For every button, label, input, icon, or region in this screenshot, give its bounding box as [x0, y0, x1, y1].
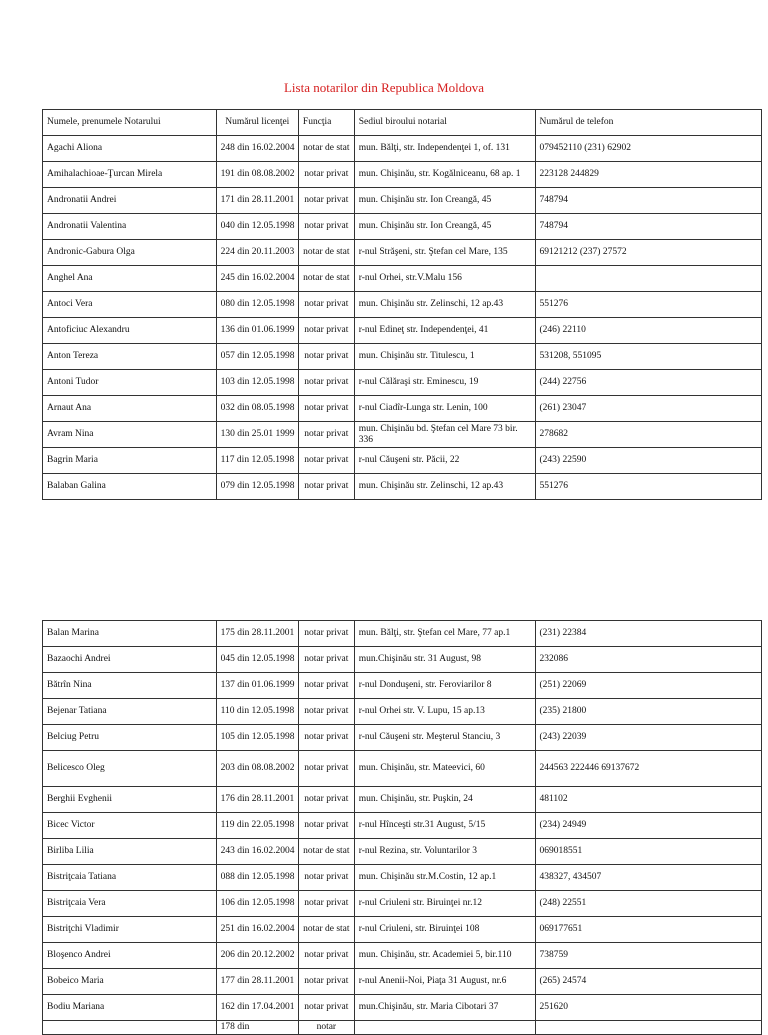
phone-cell: 481102 — [535, 787, 762, 813]
office-cell: r-nul Călăraşi str. Eminescu, 19 — [354, 370, 535, 396]
function-cell: notar privat — [298, 621, 354, 647]
license-cell: 079 din 12.05.1998 — [216, 474, 298, 500]
notaries-table-2 — [42, 620, 762, 1035]
office-cell: r-nul Hînceşti str.31 August, 5/15 — [354, 813, 535, 839]
table-row — [43, 188, 762, 214]
office-cell: r-nul Criuleni str. Biruinţei nr.12 — [354, 891, 535, 917]
function-cell: notar privat — [298, 162, 354, 188]
notary-name-cell: Agachi Aliona — [43, 136, 217, 162]
phone-cell: 069177651 — [535, 917, 762, 943]
function-cell: notar privat — [298, 813, 354, 839]
office-cell: mun. Chişinău, str. Puşkin, 24 — [354, 787, 535, 813]
function-cell: notar privat — [298, 318, 354, 344]
office-cell: mun.Chişinău, str. Maria Cibotari 37 — [354, 995, 535, 1021]
table-row — [43, 318, 762, 344]
notary-name-cell: Antoci Vera — [43, 292, 217, 318]
office-cell: r-nul Orhei str. V. Lupu, 15 ap.13 — [354, 699, 535, 725]
phone-cell: 278682 — [535, 422, 762, 448]
license-cell: 171 din 28.11.2001 — [216, 188, 298, 214]
table-row — [43, 214, 762, 240]
function-cell: notar privat — [298, 344, 354, 370]
table-header-row — [43, 110, 762, 136]
notary-name-cell: Antoficiuc Alexandru — [43, 318, 217, 344]
phone-cell: 079452110 (231) 62902 — [535, 136, 762, 162]
phone-cell: (246) 22110 — [535, 318, 762, 344]
table-row — [43, 891, 762, 917]
license-cell: 191 din 08.08.2002 — [216, 162, 298, 188]
function-cell: notar de stat — [298, 839, 354, 865]
table-row — [43, 699, 762, 725]
table-row — [43, 865, 762, 891]
header-function: Funcţia — [298, 110, 354, 136]
license-cell: 178 din — [216, 1021, 298, 1035]
function-cell: notar privat — [298, 969, 354, 995]
office-cell: mun. Chişinău, str. Academiei 5, bir.110 — [354, 943, 535, 969]
notary-name-cell: Bistriţchi Vladimir — [43, 917, 217, 943]
office-cell: r-nul Rezina, str. Voluntarilor 3 — [354, 839, 535, 865]
function-cell: notar privat — [298, 673, 354, 699]
phone-cell: 244563 222446 69137672 — [535, 751, 762, 787]
notary-name-cell: Andronic-Gabura Olga — [43, 240, 217, 266]
phone-cell: 069018551 — [535, 839, 762, 865]
notary-name-cell: Avram Nina — [43, 422, 217, 448]
office-cell: mun. Chişinău, str. Mateevici, 60 — [354, 751, 535, 787]
page-title: Lista notarilor din Republica Moldova — [283, 80, 484, 95]
phone-cell — [535, 266, 762, 292]
phone-cell: (248) 22551 — [535, 891, 762, 917]
function-cell: notar privat — [298, 995, 354, 1021]
function-cell: notar privat — [298, 188, 354, 214]
function-cell: notar privat — [298, 699, 354, 725]
phone-cell: (234) 24949 — [535, 813, 762, 839]
notary-name-cell: Berghii Evghenii — [43, 787, 217, 813]
license-cell: 088 din 12.05.1998 — [216, 865, 298, 891]
notaries-table-1 — [42, 109, 762, 500]
office-cell: mun. Chişinău str. Ion Creangă, 45 — [354, 214, 535, 240]
phone-cell: 438327, 434507 — [535, 865, 762, 891]
license-cell: 206 din 20.12.2002 — [216, 943, 298, 969]
function-cell: notar privat — [298, 292, 354, 318]
notary-name-cell: Antoni Tudor — [43, 370, 217, 396]
table-row — [43, 344, 762, 370]
license-cell: 162 din 17.04.2001 — [216, 995, 298, 1021]
phone-cell: 531208, 551095 — [535, 344, 762, 370]
table-row — [43, 474, 762, 500]
notary-name-cell: Andronatii Andrei — [43, 188, 217, 214]
table-row — [43, 673, 762, 699]
notary-name-cell: Bazaochi Andrei — [43, 647, 217, 673]
function-cell: notar — [298, 1021, 354, 1035]
office-cell: r-nul Orhei, str.V.Malu 156 — [354, 266, 535, 292]
notary-name-cell: Arnaut Ana — [43, 396, 217, 422]
header-name: Numele, prenumele Notarului — [43, 110, 217, 136]
function-cell: notar privat — [298, 725, 354, 751]
notary-name-cell: Anton Tereza — [43, 344, 217, 370]
header-license: Numărul licenţei — [216, 110, 298, 136]
function-cell: notar privat — [298, 647, 354, 673]
office-cell: r-nul Căuşeni str. Păcii, 22 — [354, 448, 535, 474]
license-cell: 224 din 20.11.2003 — [216, 240, 298, 266]
phone-cell: 551276 — [535, 292, 762, 318]
license-cell: 032 din 08.05.1998 — [216, 396, 298, 422]
notary-name-cell: Bistriţcaia Tatiana — [43, 865, 217, 891]
table-row — [43, 448, 762, 474]
license-cell: 057 din 12.05.1998 — [216, 344, 298, 370]
function-cell: notar privat — [298, 396, 354, 422]
license-cell: 245 din 16.02.2004 — [216, 266, 298, 292]
license-cell: 080 din 12.05.1998 — [216, 292, 298, 318]
table-row — [43, 995, 762, 1021]
office-cell: mun.Chişinău str. 31 August, 98 — [354, 647, 535, 673]
phone-cell: 251620 — [535, 995, 762, 1021]
phone-cell: (235) 21800 — [535, 699, 762, 725]
table-row — [43, 136, 762, 162]
function-cell: notar privat — [298, 943, 354, 969]
license-cell: 119 din 22.05.1998 — [216, 813, 298, 839]
phone-cell: (251) 22069 — [535, 673, 762, 699]
office-cell: mun. Chişinău str.M.Costin, 12 ap.1 — [354, 865, 535, 891]
license-cell: 137 din 01.06.1999 — [216, 673, 298, 699]
phone-cell: (265) 24574 — [535, 969, 762, 995]
office-cell: r-nul Străşeni, str. Ştefan cel Mare, 135 — [354, 240, 535, 266]
phone-cell: (261) 23047 — [535, 396, 762, 422]
office-cell: mun. Chişinău str. Titulescu, 1 — [354, 344, 535, 370]
table-row — [43, 969, 762, 995]
license-cell: 106 din 12.05.1998 — [216, 891, 298, 917]
table-row — [43, 162, 762, 188]
table-row — [43, 292, 762, 318]
license-cell: 045 din 12.05.1998 — [216, 647, 298, 673]
notary-name-cell: Bagrin Maria — [43, 448, 217, 474]
phone-cell: (231) 22384 — [535, 621, 762, 647]
header-phone: Numărul de telefon — [535, 110, 762, 136]
function-cell: notar privat — [298, 891, 354, 917]
notary-name-cell: Amihalachioae-Ţurcan Mirela — [43, 162, 217, 188]
table-row — [43, 787, 762, 813]
phone-cell: 223128 244829 — [535, 162, 762, 188]
license-cell: 103 din 12.05.1998 — [216, 370, 298, 396]
function-cell: notar de stat — [298, 917, 354, 943]
license-cell: 105 din 12.05.1998 — [216, 725, 298, 751]
office-cell: mun. Chişinău str. Zelinschi, 12 ap.43 — [354, 474, 535, 500]
function-cell: notar privat — [298, 474, 354, 500]
table-row — [43, 1021, 762, 1035]
notary-name-cell: Bătrîn Nina — [43, 673, 217, 699]
function-cell: notar privat — [298, 422, 354, 448]
table-row — [43, 917, 762, 943]
table-row — [43, 943, 762, 969]
license-cell: 203 din 08.08.2002 — [216, 751, 298, 787]
office-cell: mun. Bălţi, str. Independenţei 1, of. 131 — [354, 136, 535, 162]
phone-cell: 69121212 (237) 27572 — [535, 240, 762, 266]
table-row — [43, 751, 762, 787]
table-row — [43, 422, 762, 448]
phone-cell: 738759 — [535, 943, 762, 969]
license-cell: 110 din 12.05.1998 — [216, 699, 298, 725]
notary-name-cell — [43, 1021, 217, 1035]
notary-name-cell: Andronatii Valentina — [43, 214, 217, 240]
license-cell: 251 din 16.02.2004 — [216, 917, 298, 943]
function-cell: notar privat — [298, 448, 354, 474]
table-row — [43, 266, 762, 292]
office-cell: mun. Chişinău bd. Ştefan cel Mare 73 bir. 336 — [354, 422, 535, 448]
notary-name-cell: Belciug Petru — [43, 725, 217, 751]
phone-cell: 748794 — [535, 188, 762, 214]
phone-cell: (243) 22590 — [535, 448, 762, 474]
notary-name-cell: Birliba Lilia — [43, 839, 217, 865]
function-cell: notar de stat — [298, 266, 354, 292]
license-cell: 136 din 01.06.1999 — [216, 318, 298, 344]
table-row — [43, 813, 762, 839]
office-cell: mun. Chişinău str. Zelinschi, 12 ap.43 — [354, 292, 535, 318]
notary-name-cell: Bejenar Tatiana — [43, 699, 217, 725]
table-row — [43, 647, 762, 673]
office-cell: r-nul Căuşeni str. Meşterul Stanciu, 3 — [354, 725, 535, 751]
phone-cell — [535, 1021, 762, 1035]
notary-name-cell: Bloşenco Andrei — [43, 943, 217, 969]
table-row — [43, 396, 762, 422]
license-cell: 243 din 16.02.2004 — [216, 839, 298, 865]
phone-cell: 748794 — [535, 214, 762, 240]
function-cell: notar de stat — [298, 240, 354, 266]
phone-cell: 232086 — [535, 647, 762, 673]
license-cell: 177 din 28.11.2001 — [216, 969, 298, 995]
office-cell: r-nul Edineţ str. Independenţei, 41 — [354, 318, 535, 344]
notary-name-cell: Bistriţcaia Vera — [43, 891, 217, 917]
function-cell: notar privat — [298, 370, 354, 396]
notary-name-cell: Balan Marina — [43, 621, 217, 647]
notary-name-cell: Bodiu Mariana — [43, 995, 217, 1021]
office-cell: r-nul Anenii-Noi, Piaţa 31 August, nr.6 — [354, 969, 535, 995]
office-cell: mun. Bălţi, str. Ştefan cel Mare, 77 ap.1 — [354, 621, 535, 647]
office-cell: r-nul Criuleni, str. Biruinţei 108 — [354, 917, 535, 943]
phone-cell: 551276 — [535, 474, 762, 500]
notary-name-cell: Bicec Victor — [43, 813, 217, 839]
function-cell: notar privat — [298, 865, 354, 891]
table-row — [43, 240, 762, 266]
license-cell: 130 din 25.01 1999 — [216, 422, 298, 448]
table-row — [43, 839, 762, 865]
notary-name-cell: Balaban Galina — [43, 474, 217, 500]
license-cell: 176 din 28.11.2001 — [216, 787, 298, 813]
table-row — [43, 621, 762, 647]
license-cell: 117 din 12.05.1998 — [216, 448, 298, 474]
office-cell: r-nul Ciadîr-Lunga str. Lenin, 100 — [354, 396, 535, 422]
office-cell: mun. Chişinău, str. Kogălniceanu, 68 ap. 1 — [354, 162, 535, 188]
license-cell: 248 din 16.02.2004 — [216, 136, 298, 162]
office-cell: r-nul Donduşeni, str. Feroviarilor 8 — [354, 673, 535, 699]
license-cell: 175 din 28.11.2001 — [216, 621, 298, 647]
header-office: Sediul biroului notarial — [354, 110, 535, 136]
table-row — [43, 370, 762, 396]
phone-cell: (244) 22756 — [535, 370, 762, 396]
notary-name-cell: Anghel Ana — [43, 266, 217, 292]
notary-name-cell: Bobeico Maria — [43, 969, 217, 995]
function-cell: notar privat — [298, 787, 354, 813]
function-cell: notar privat — [298, 214, 354, 240]
office-cell: mun. Chişinău str. Ion Creangă, 45 — [354, 188, 535, 214]
function-cell: notar privat — [298, 751, 354, 787]
office-cell — [354, 1021, 535, 1035]
notary-name-cell: Belicesco Oleg — [43, 751, 217, 787]
phone-cell: (243) 22039 — [535, 725, 762, 751]
license-cell: 040 din 12.05.1998 — [216, 214, 298, 240]
function-cell: notar de stat — [298, 136, 354, 162]
table-row — [43, 725, 762, 751]
